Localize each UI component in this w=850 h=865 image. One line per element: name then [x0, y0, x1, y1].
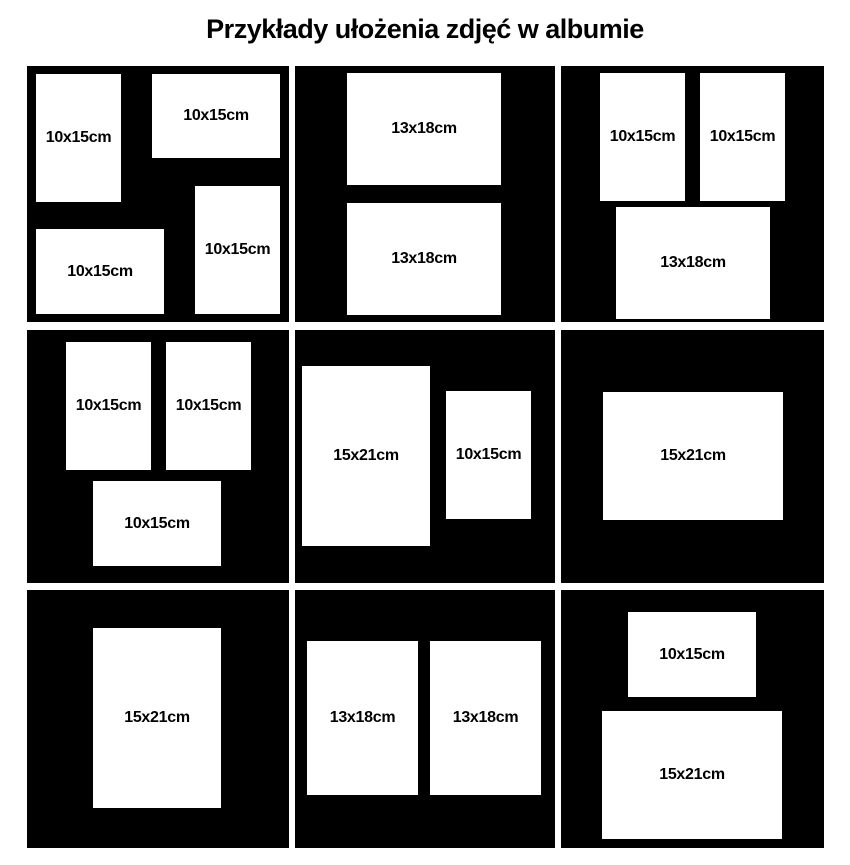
photo-slot — [152, 74, 280, 158]
photo-slot — [628, 612, 756, 697]
photo-slot — [603, 392, 783, 520]
photo-size-label: 10x15cm — [659, 645, 725, 663]
photo-slot — [600, 73, 685, 201]
photo-size-label: 13x18cm — [329, 709, 396, 726]
album-layout-9 — [561, 590, 824, 848]
album-layout-2 — [295, 66, 555, 322]
album-layout-3 — [561, 66, 824, 322]
album-layout-4 — [27, 330, 289, 583]
photo-size-label: 10x15cm — [67, 262, 133, 280]
photo-slot — [616, 207, 770, 319]
photo-slot — [93, 628, 221, 808]
photo-size-label: 10x15cm — [124, 514, 190, 532]
photo-size-label: 10x15cm — [609, 128, 676, 145]
photo-size-label: 10x15cm — [455, 446, 522, 463]
photo-slot — [446, 391, 531, 519]
photo-size-label: 15x21cm — [333, 447, 399, 464]
photo-size-label: 13x18cm — [452, 709, 519, 726]
photo-size-label: 15x21cm — [660, 447, 726, 464]
photo-size-label: 10x15cm — [204, 241, 271, 258]
photo-slot — [195, 186, 280, 314]
photo-slot — [347, 73, 501, 185]
photo-size-label: 10x15cm — [45, 129, 112, 146]
photo-slot — [700, 73, 785, 201]
photo-size-label: 10x15cm — [75, 397, 142, 414]
photo-size-label: 15x21cm — [124, 709, 190, 726]
album-layout-6 — [561, 330, 824, 583]
album-layout-7 — [27, 590, 289, 848]
photo-size-label: 13x18cm — [660, 254, 726, 271]
photo-slot — [66, 342, 151, 470]
photo-size-label: 10x15cm — [709, 128, 776, 145]
photo-slot — [166, 342, 251, 470]
photo-slot — [302, 366, 430, 546]
page-title: Przykłady ułożenia zdjęć w albumie — [206, 14, 644, 44]
photo-size-label: 13x18cm — [391, 120, 457, 137]
photo-size-label: 10x15cm — [175, 397, 242, 414]
photo-slot — [430, 641, 541, 795]
photo-slot — [602, 711, 782, 839]
photo-slot — [36, 229, 164, 314]
photo-size-label: 13x18cm — [391, 250, 457, 267]
photo-slot — [307, 641, 418, 795]
album-layout-8 — [295, 590, 555, 848]
photo-slot — [36, 74, 121, 202]
photo-size-label: 15x21cm — [659, 766, 725, 783]
photo-size-label: 10x15cm — [183, 107, 249, 124]
album-layout-1 — [27, 66, 289, 322]
photo-slot — [347, 203, 501, 315]
album-layout-5 — [295, 330, 555, 583]
photo-slot — [93, 481, 221, 566]
